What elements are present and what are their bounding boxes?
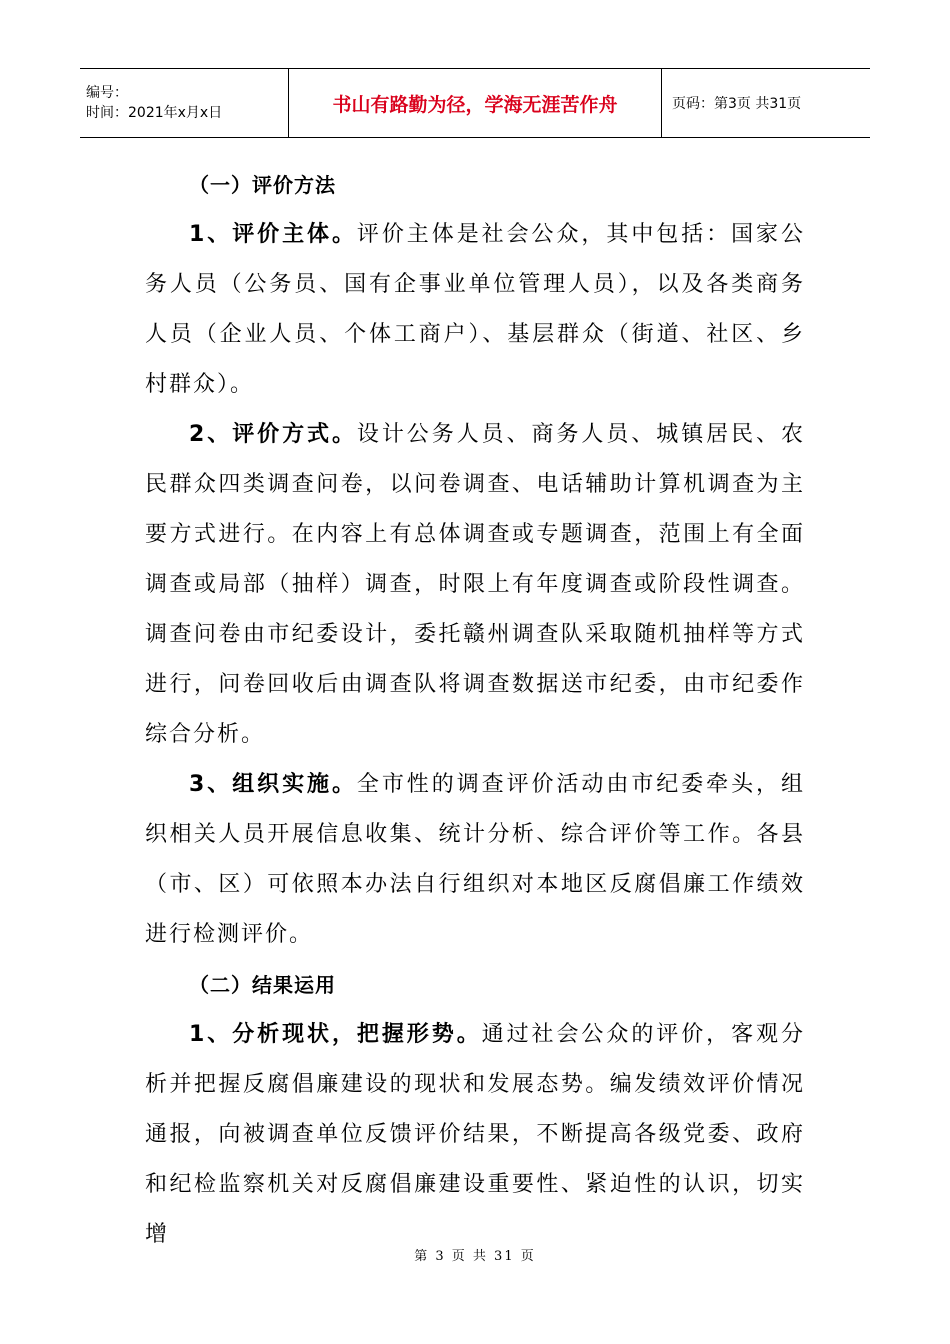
item-title: 2、评价方式。: [189, 422, 357, 447]
paragraph-analysis: [145, 1010, 805, 1260]
item-title: 1、分析现状，把握形势。: [189, 1022, 482, 1047]
page-footer: 第 3 页 共 31 页: [414, 1249, 536, 1264]
header-page-info: 页码：第3页 共31页: [672, 96, 802, 112]
time-line: 时间：2021年x月x日: [86, 105, 223, 121]
item-text: 设计公务人员、商务人员、城镇居民、农民群众四类调查问卷，以问卷调查、电话辅助计算机调查为主要方式进行。在内容上有总体调查或专题调查，范围上有全面调查或局部（抽样）调查，时限上有年度调查或阶段性调查。调查问卷由市纪委设计，委托赣州调查队采取随机抽样等方式进行，问卷回收后由调查队将调查数据送市纪委，由市纪委作综合分析。: [145, 422, 805, 747]
header-meta: [80, 69, 288, 137]
item-text: 通过社会公众的评价，客观分析并把握反腐倡廉建设的现状和发展态势。编发绩效评价情况通报，向被调查单位反馈评价结果，不断提高各级党委、政府和纪检监察机关对反腐倡廉建设重要性、紧迫性的认识，切实增: [145, 1022, 805, 1247]
item-title: 1、评价主体。: [189, 222, 357, 247]
header-motto-cell: [288, 69, 662, 137]
document-body: [145, 160, 805, 1260]
document-header: [80, 68, 870, 138]
item-text: 评价主体是社会公众，其中包括：国家公务人员（公务员、国有企事业单位管理人员），以及各类商务人员（企业人员、个体工商户）、基层群众（街道、社区、乡村群众）。: [145, 222, 805, 397]
section-heading-2: （二）结果运用: [189, 973, 336, 997]
paragraph-organization: [145, 760, 805, 960]
paragraph-evaluation-subject: [145, 210, 805, 410]
section-heading-1: （一）评价方法: [189, 173, 336, 197]
item-title: 3、组织实施。: [189, 772, 357, 797]
item-text: 全市性的调查评价活动由市纪委牵头，组织相关人员开展信息收集、统计分析、综合评价等工作。各县（市、区）可依照本办法自行组织对本地区反腐倡廉工作绩效进行检测评价。: [145, 772, 805, 947]
number-label: 编号：: [86, 85, 128, 101]
header-motto: 书山有路勤为径，学海无涯苦作舟: [332, 93, 618, 116]
paragraph-evaluation-method: [145, 410, 805, 760]
